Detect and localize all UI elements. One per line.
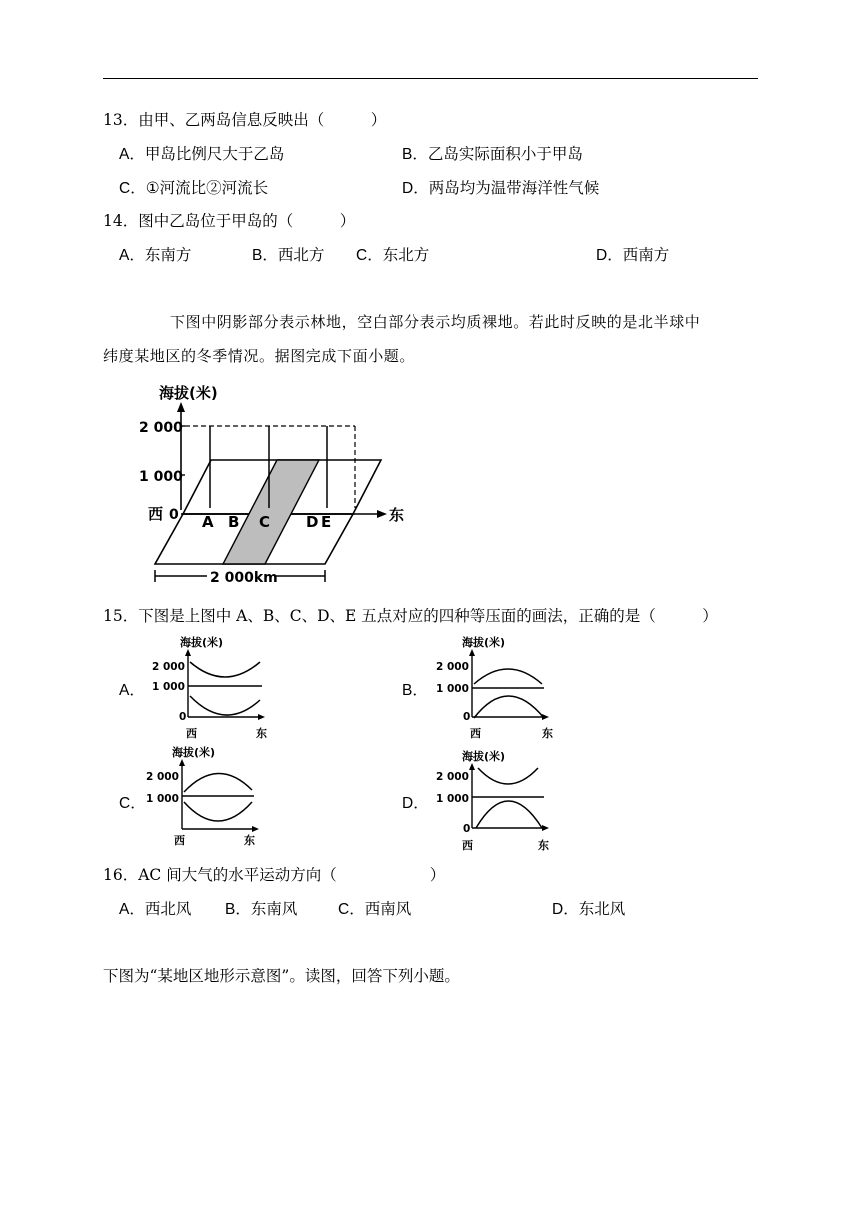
option-text: 乙岛实际面积小于甲岛 [427,145,583,163]
tick-1000: 1 000 [436,683,469,695]
option-letter: D． [402,180,429,197]
option-text: 西北风 [144,900,192,918]
q13-option-d[interactable] [402,178,599,199]
tick-2000: 2 000 [146,771,179,783]
option-text: 西南风 [364,900,412,918]
q16-option-a[interactable] [119,899,191,920]
q14-option-d[interactable] [596,245,669,266]
east-label: 东 [542,727,553,740]
option-letter: C． [119,180,146,197]
q13-option-a[interactable] [119,144,284,165]
pressure-figure-a [150,634,280,744]
west-label: 西 [174,834,185,847]
tick-1000: 1 000 [436,793,469,805]
pressure-figure-b [432,634,562,744]
option-text: 东北风 [578,900,626,918]
option-text: 西南方 [622,246,670,264]
q16-stem: 16．AC 间大气的水平运动方向（ ） [103,866,446,884]
q15-stem: 15．下图是上图中 A、B、C、D、E 五点对应的四种等压面的画法，正确的是（ ） [103,607,718,625]
q14-option-a[interactable] [119,245,191,266]
option-text: 两岛均为温带海洋性气候 [428,179,600,197]
tick-0: 0 [463,823,471,835]
option-text: 东南风 [250,900,298,918]
tick-2000: 2 000 [139,420,183,436]
option-letter: C． [356,247,383,264]
figure-ylabel: 海拔(米) [159,384,218,402]
option-text: 东南方 [144,246,192,264]
west-label: 西 [186,727,197,740]
point-d: D [306,513,319,531]
option-letter: C． [119,795,146,812]
tick-0: 0 [179,711,187,723]
point-e: E [321,513,332,531]
option-letter: C． [338,901,365,918]
east-label: 东 [538,839,549,852]
option-letter: D． [402,795,429,812]
option-letter: B． [402,682,428,699]
tick-0: 0 [463,711,471,723]
tick-1000: 1 000 [146,793,179,805]
q15-option-d[interactable] [402,793,429,814]
tick-2000: 2 000 [436,771,469,783]
q16-option-b[interactable] [225,899,297,920]
q13-option-c[interactable] [119,178,268,199]
passage-1-line-2: 纬度某地区的冬季情况。据图完成下面小题。 [103,347,416,365]
tick-1000: 1 000 [152,681,185,693]
q13-stem: 13．由甲、乙两岛信息反映出（ ） [103,111,387,129]
west-label: 西 [148,505,164,523]
scale-label: 2 000km [210,570,278,586]
q14-stem: 14．图中乙岛位于甲岛的（ ） [103,212,356,230]
point-c: C [259,513,271,531]
east-label: 东 [256,727,267,740]
q15-option-a[interactable] [119,680,145,701]
q16-option-d[interactable] [552,899,625,920]
option-text: 甲岛比例尺大于乙岛 [144,145,285,163]
option-text: 东北方 [382,246,430,264]
point-a: A [202,513,214,531]
tick-1000: 1 000 [139,469,183,485]
option-letter: A． [119,146,145,163]
option-letter: B． [225,901,251,918]
q15-option-b[interactable] [402,680,428,701]
q13-option-b[interactable] [402,144,583,165]
terrain-pressure-figure [135,378,425,588]
figure-ylabel: 海拔(米) [462,750,506,763]
figure-ylabel: 海拔(米) [462,636,506,649]
west-label: 西 [462,839,473,852]
q14-option-b[interactable] [252,245,324,266]
option-letter: B． [402,146,428,163]
q14-option-c[interactable] [356,245,429,266]
option-text: ①河流比②河流长 [145,179,269,197]
option-letter: D． [552,901,579,918]
point-b: B [228,513,240,531]
option-letter: D． [596,247,623,264]
q15-option-c[interactable] [119,793,146,814]
passage-1-line-1: 下图中阴影部分表示林地，空白部分表示均质裸地。若此时反映的是北半球中 [170,313,701,331]
option-letter: A． [119,247,145,264]
option-letter: A． [119,682,145,699]
tick-2000: 2 000 [436,661,469,673]
west-label: 西 [470,727,481,740]
pressure-figure-d [432,744,562,854]
figure-ylabel: 海拔(米) [172,746,216,759]
q16-option-c[interactable] [338,899,411,920]
option-letter: A． [119,901,145,918]
passage-2: 下图为“某地区地形示意图”。读图，回答下列小题。 [103,967,460,985]
option-letter: B． [252,247,278,264]
east-label: 东 [389,506,405,524]
tick-0: 0 [169,507,179,523]
pressure-figure-c [146,744,276,854]
tick-2000: 2 000 [152,661,185,673]
figure-ylabel: 海拔(米) [180,636,224,649]
header-rule [103,78,758,79]
option-text: 西北方 [277,246,325,264]
east-label: 东 [244,834,255,847]
